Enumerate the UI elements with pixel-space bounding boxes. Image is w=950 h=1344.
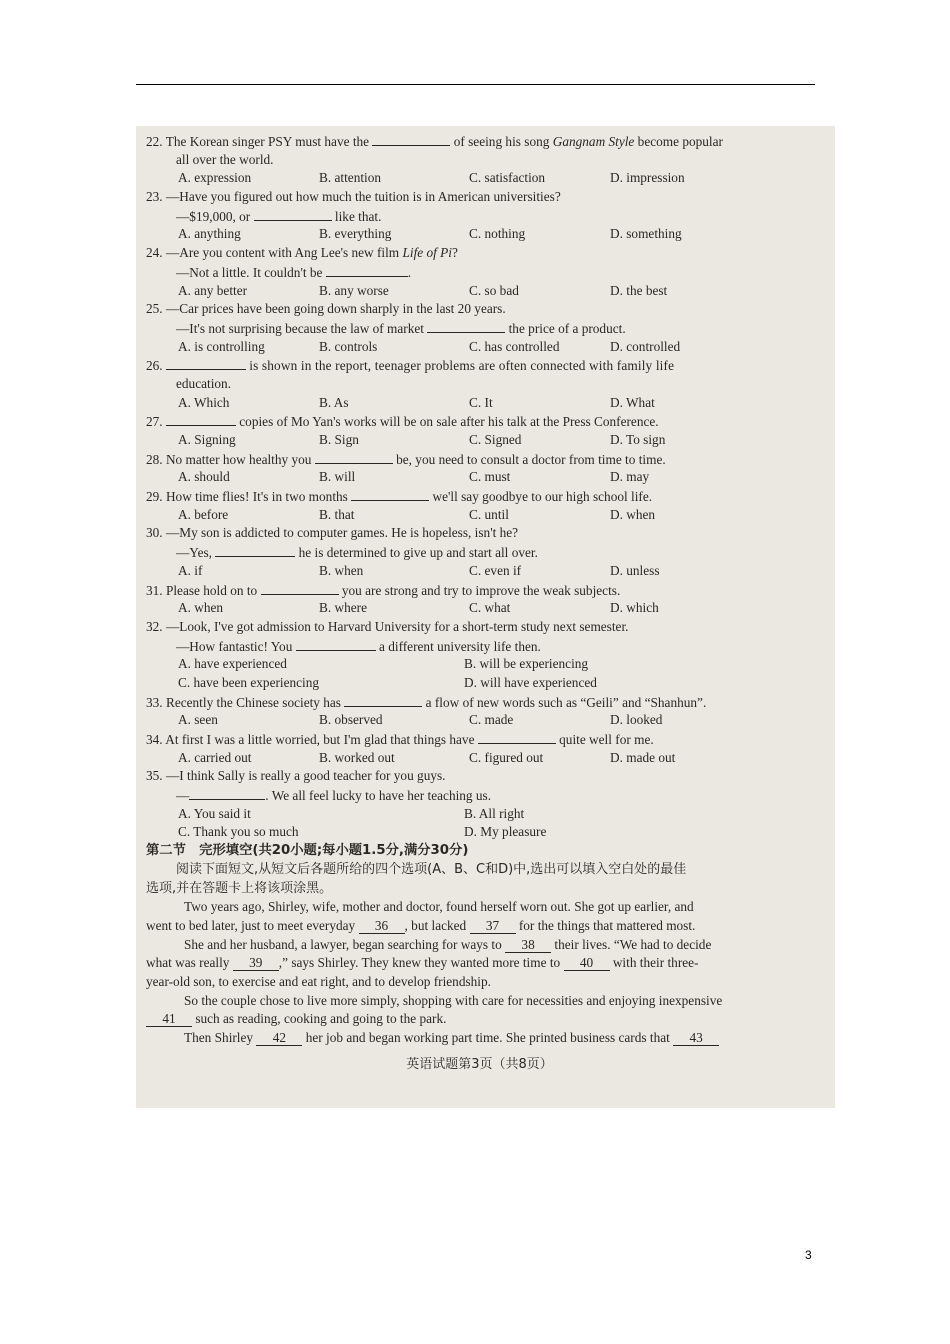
question-35-reply: — . We all feel lucky to have her teaching us. (176, 788, 492, 804)
question-31: 31. Please hold on to you are strong and try to improve the weak subjects. (146, 582, 621, 598)
passage-line: So the couple chose to live more simply, shopping with care for necessities and enjoying inexpensive (184, 992, 723, 1008)
question-27: 27. copies of Mo Yan's works will be on sale after his talk at the Press Conference. (146, 414, 659, 430)
cloze-blank-40: 40 (564, 956, 610, 971)
question-26: 26. is shown in the report, teenager problems are often connected with family life (146, 358, 675, 374)
cloze-blank-39: 39 (233, 956, 279, 971)
options-34: A. carried out B. worked out C. figured out D. made out (178, 749, 676, 765)
question-35: 35. —I think Sally is really a good teacher for you guys. (146, 768, 446, 784)
answer-blank (315, 450, 393, 464)
answer-blank (344, 693, 422, 707)
question-24: 24. —Are you content with Ang Lee's new film Life of Pi? (146, 245, 458, 261)
answer-blank (351, 487, 429, 501)
options-29: A. before B. that C. until D. when (178, 506, 656, 522)
question-32: 32. —Look, I've got admission to Harvard University for a short-term study next semester. (146, 618, 629, 634)
section-instruction-cont: 选项,并在答题卡上将该项涂黑。 (146, 880, 333, 896)
answer-blank (215, 543, 295, 557)
options-27: A. Signing B. Sign C. Signed D. To sign (178, 432, 666, 447)
question-23: 23. —Have you figured out how much the tuition is in American universities? (146, 189, 561, 205)
options-30: A. if B. when C. even if D. unless (178, 562, 660, 578)
options-33: A. seen B. observed C. made D. looked (178, 712, 663, 728)
options-23: A. anything B. everything C. nothing D. something (178, 226, 682, 242)
scan-footer: 英语试题第3页（共8页） (406, 1056, 553, 1072)
question-25: 25. —Car prices have been going down sharply in the last 20 years. (146, 301, 506, 317)
answer-blank (326, 263, 408, 277)
answer-blank (254, 207, 332, 221)
passage-line: year-old son, to exercise and eat right, and to develop friendship. (146, 973, 491, 989)
passage-line: what was really 39 ,” says Shirley. They knew they wanted more time to 40 with their three- (146, 955, 699, 971)
passage-line: Then Shirley 42 her job and began working part time. She printed business cards that 43 (146, 1029, 813, 1048)
question-33: 33. Recently the Chinese society has a flow of new words such as “Geili” and “Shanhun”. (146, 694, 707, 710)
question-30: 30. —My son is addicted to computer games. He is hopeless, isn't he? (146, 525, 519, 541)
options-25: A. is controlling B. controls C. has controlled D. controlled (178, 338, 681, 354)
answer-blank (166, 356, 246, 370)
question-continuation: all over the world. (176, 151, 274, 167)
answer-blank (478, 730, 556, 744)
answer-blank (261, 581, 339, 595)
options-35-row2: C. Thank you so much D. My pleasure (178, 824, 547, 840)
answer-blank (372, 132, 450, 146)
options-35-row1: A. You said it B. All right (178, 805, 525, 821)
page-number: 3 (805, 1248, 812, 1262)
cloze-blank-41: 41 (146, 1012, 192, 1027)
question-continuation: education. (176, 375, 232, 391)
question-34: 34. At first I was a little worried, but I'm glad that things have quite well for me. (146, 732, 654, 747)
scanned-exam-page (136, 126, 835, 1108)
cloze-blank-36: 36 (359, 919, 405, 934)
passage-line: went to bed later, just to meet everyday 36 , but lacked 37 for the things that mattered most. (146, 917, 696, 933)
question-24-reply: —Not a little. It couldn't be . (176, 264, 412, 280)
options-32-row1: A. have experienced B. will be experiencing (178, 656, 589, 672)
section-instruction: 阅读下面短文,从短文后各题所给的四个选项(A、B、C和D)中,选出可以填入空白处的最佳 (176, 861, 687, 877)
options-31: A. when B. where C. what D. which (178, 600, 659, 616)
section-title: 第二节 完形填空(共20小题;每小题1.5分,满分30分) (146, 843, 469, 859)
options-26: A. Which B. As C. It D. What (178, 394, 655, 410)
cloze-blank-37: 37 (470, 919, 516, 934)
passage-line: 41 such as reading, cooking and going to the park. (146, 1010, 813, 1029)
cloze-blank-43: 43 (673, 1031, 719, 1046)
cloze-blank-38: 38 (505, 938, 551, 953)
question-32-reply: —How fantastic! You a different university life then. (176, 638, 541, 654)
question-28: 28. No matter how healthy you be, you need to consult a doctor from time to time. (146, 451, 666, 467)
options-28: A. should B. will C. must D. may (178, 469, 650, 485)
options-32-row2: C. have been experiencing D. will have experienced (178, 674, 597, 690)
question-25-reply: —It's not surprising because the law of market the price of a product. (176, 320, 626, 336)
question-29: 29. How time flies! It's in two months we'll say goodbye to our high school life. (146, 489, 653, 505)
cloze-blank-42: 42 (256, 1031, 302, 1046)
question-23-reply: —$19,000, or like that. (176, 208, 382, 224)
passage-line: She and her husband, a lawyer, began searching for ways to 38 their lives. “We had to decide (184, 936, 712, 952)
passage-line: Two years ago, Shirley, wife, mother and doctor, found herself worn out. She got up earlier, and (184, 899, 694, 915)
answer-blank (166, 412, 236, 426)
question-22: 22. The Korean singer PSY must have the of seeing his song Gangnam Style become popular (146, 134, 723, 149)
answer-blank (189, 786, 265, 800)
question-30-reply: —Yes, he is determined to give up and start all over. (176, 545, 538, 561)
answer-blank (427, 319, 505, 333)
header-rule (136, 84, 815, 85)
options-22: A. expression B. attention C. satisfaction D. impression (178, 170, 685, 186)
options-24: A. any better B. any worse C. so bad D. the best (178, 282, 668, 298)
answer-blank (296, 637, 376, 651)
